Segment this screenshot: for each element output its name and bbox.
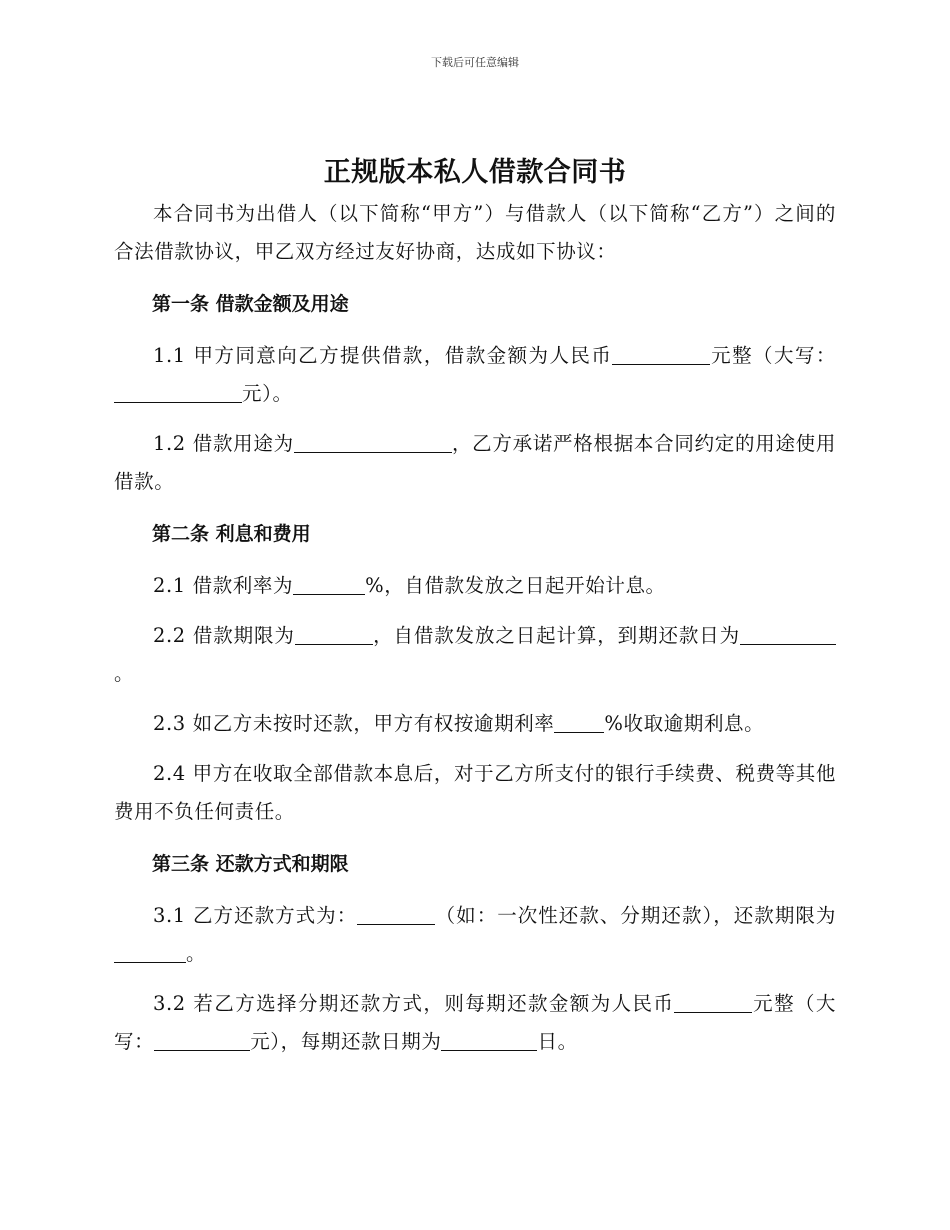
article-2-heading: 第二条 利息和费用	[152, 523, 311, 545]
clause-text: 1.2 借款用途为	[153, 432, 294, 455]
blank-repayment-method[interactable]	[357, 902, 435, 925]
clause-text: 元整（大写：	[114, 992, 836, 1053]
clause-2-1	[114, 567, 836, 605]
clause-text: 元）。	[242, 382, 293, 405]
clause-text: ，乙方承诺严格根据本合同约定的用途使用借款。	[114, 432, 836, 493]
clause-text: 1.1 甲方同意向乙方提供借款，借款金额为人民币	[153, 344, 613, 367]
clause-text: 2.2 借款期限为	[153, 624, 295, 647]
clause-1-1	[114, 337, 836, 413]
clause-text: 2.3 如乙方未按时还款，甲方有权按逾期利率	[153, 712, 555, 735]
clause-text: 。	[114, 662, 135, 685]
page-header-note: 下载后可任意编辑	[431, 56, 519, 69]
clause-text: 元整（大写：	[710, 344, 836, 367]
blank-installment-amount[interactable]	[674, 990, 752, 1013]
clause-text: %，自借款发放之日起开始计息。	[365, 574, 666, 597]
blank-interest-rate[interactable]	[293, 572, 365, 595]
clause-text: （如：一次性还款、分期还款），还款期限为	[435, 904, 836, 927]
clause-text: ，自借款发放之日起计算，到期还款日为	[372, 624, 740, 647]
article-3-heading: 第三条 还款方式和期限	[152, 853, 349, 875]
blank-repayment-term[interactable]	[114, 940, 186, 963]
blank-installment-amount-words[interactable]	[154, 1028, 250, 1051]
intro-paragraph: 本合同书为出借人（以下简称“甲方”）与借款人（以下简称“乙方”）之间的合法借款协议，甲乙双方经过友好协商，达成如下协议：	[114, 202, 836, 263]
blank-overdue-rate[interactable]	[554, 710, 604, 733]
blank-loan-amount-words[interactable]	[114, 380, 242, 403]
blank-installment-day[interactable]	[441, 1028, 537, 1051]
clause-text: 2.1 借款利率为	[153, 574, 294, 597]
blank-loan-amount[interactable]	[612, 342, 710, 365]
blank-loan-purpose[interactable]	[294, 430, 452, 453]
blank-loan-term[interactable]	[295, 622, 373, 645]
clause-text: 3.2 若乙方选择分期还款方式，则每期还款金额为人民币	[153, 992, 675, 1015]
clause-text: 。	[186, 942, 207, 965]
clause-text: 日。	[537, 1030, 578, 1053]
document-body	[114, 195, 836, 1073]
blank-due-date[interactable]	[740, 622, 836, 645]
clause-text: 3.1 乙方还款方式为：	[153, 904, 358, 927]
clause-2-2	[114, 617, 836, 693]
clause-3-2	[114, 985, 836, 1061]
clause-2-4: 2.4 甲方在收取全部借款本息后，对于乙方所支付的银行手续费、税费等其他费用不负任何责任。	[114, 762, 836, 823]
clause-2-3	[114, 705, 836, 743]
document-title: 正规版本私人借款合同书	[323, 157, 627, 188]
clause-text: %收取逾期利息。	[604, 712, 765, 735]
clause-3-1	[114, 897, 836, 973]
clause-text: 元），每期还款日期为	[250, 1030, 442, 1053]
article-1-heading: 第一条 借款金额及用途	[152, 293, 349, 315]
clause-1-2	[114, 425, 836, 501]
